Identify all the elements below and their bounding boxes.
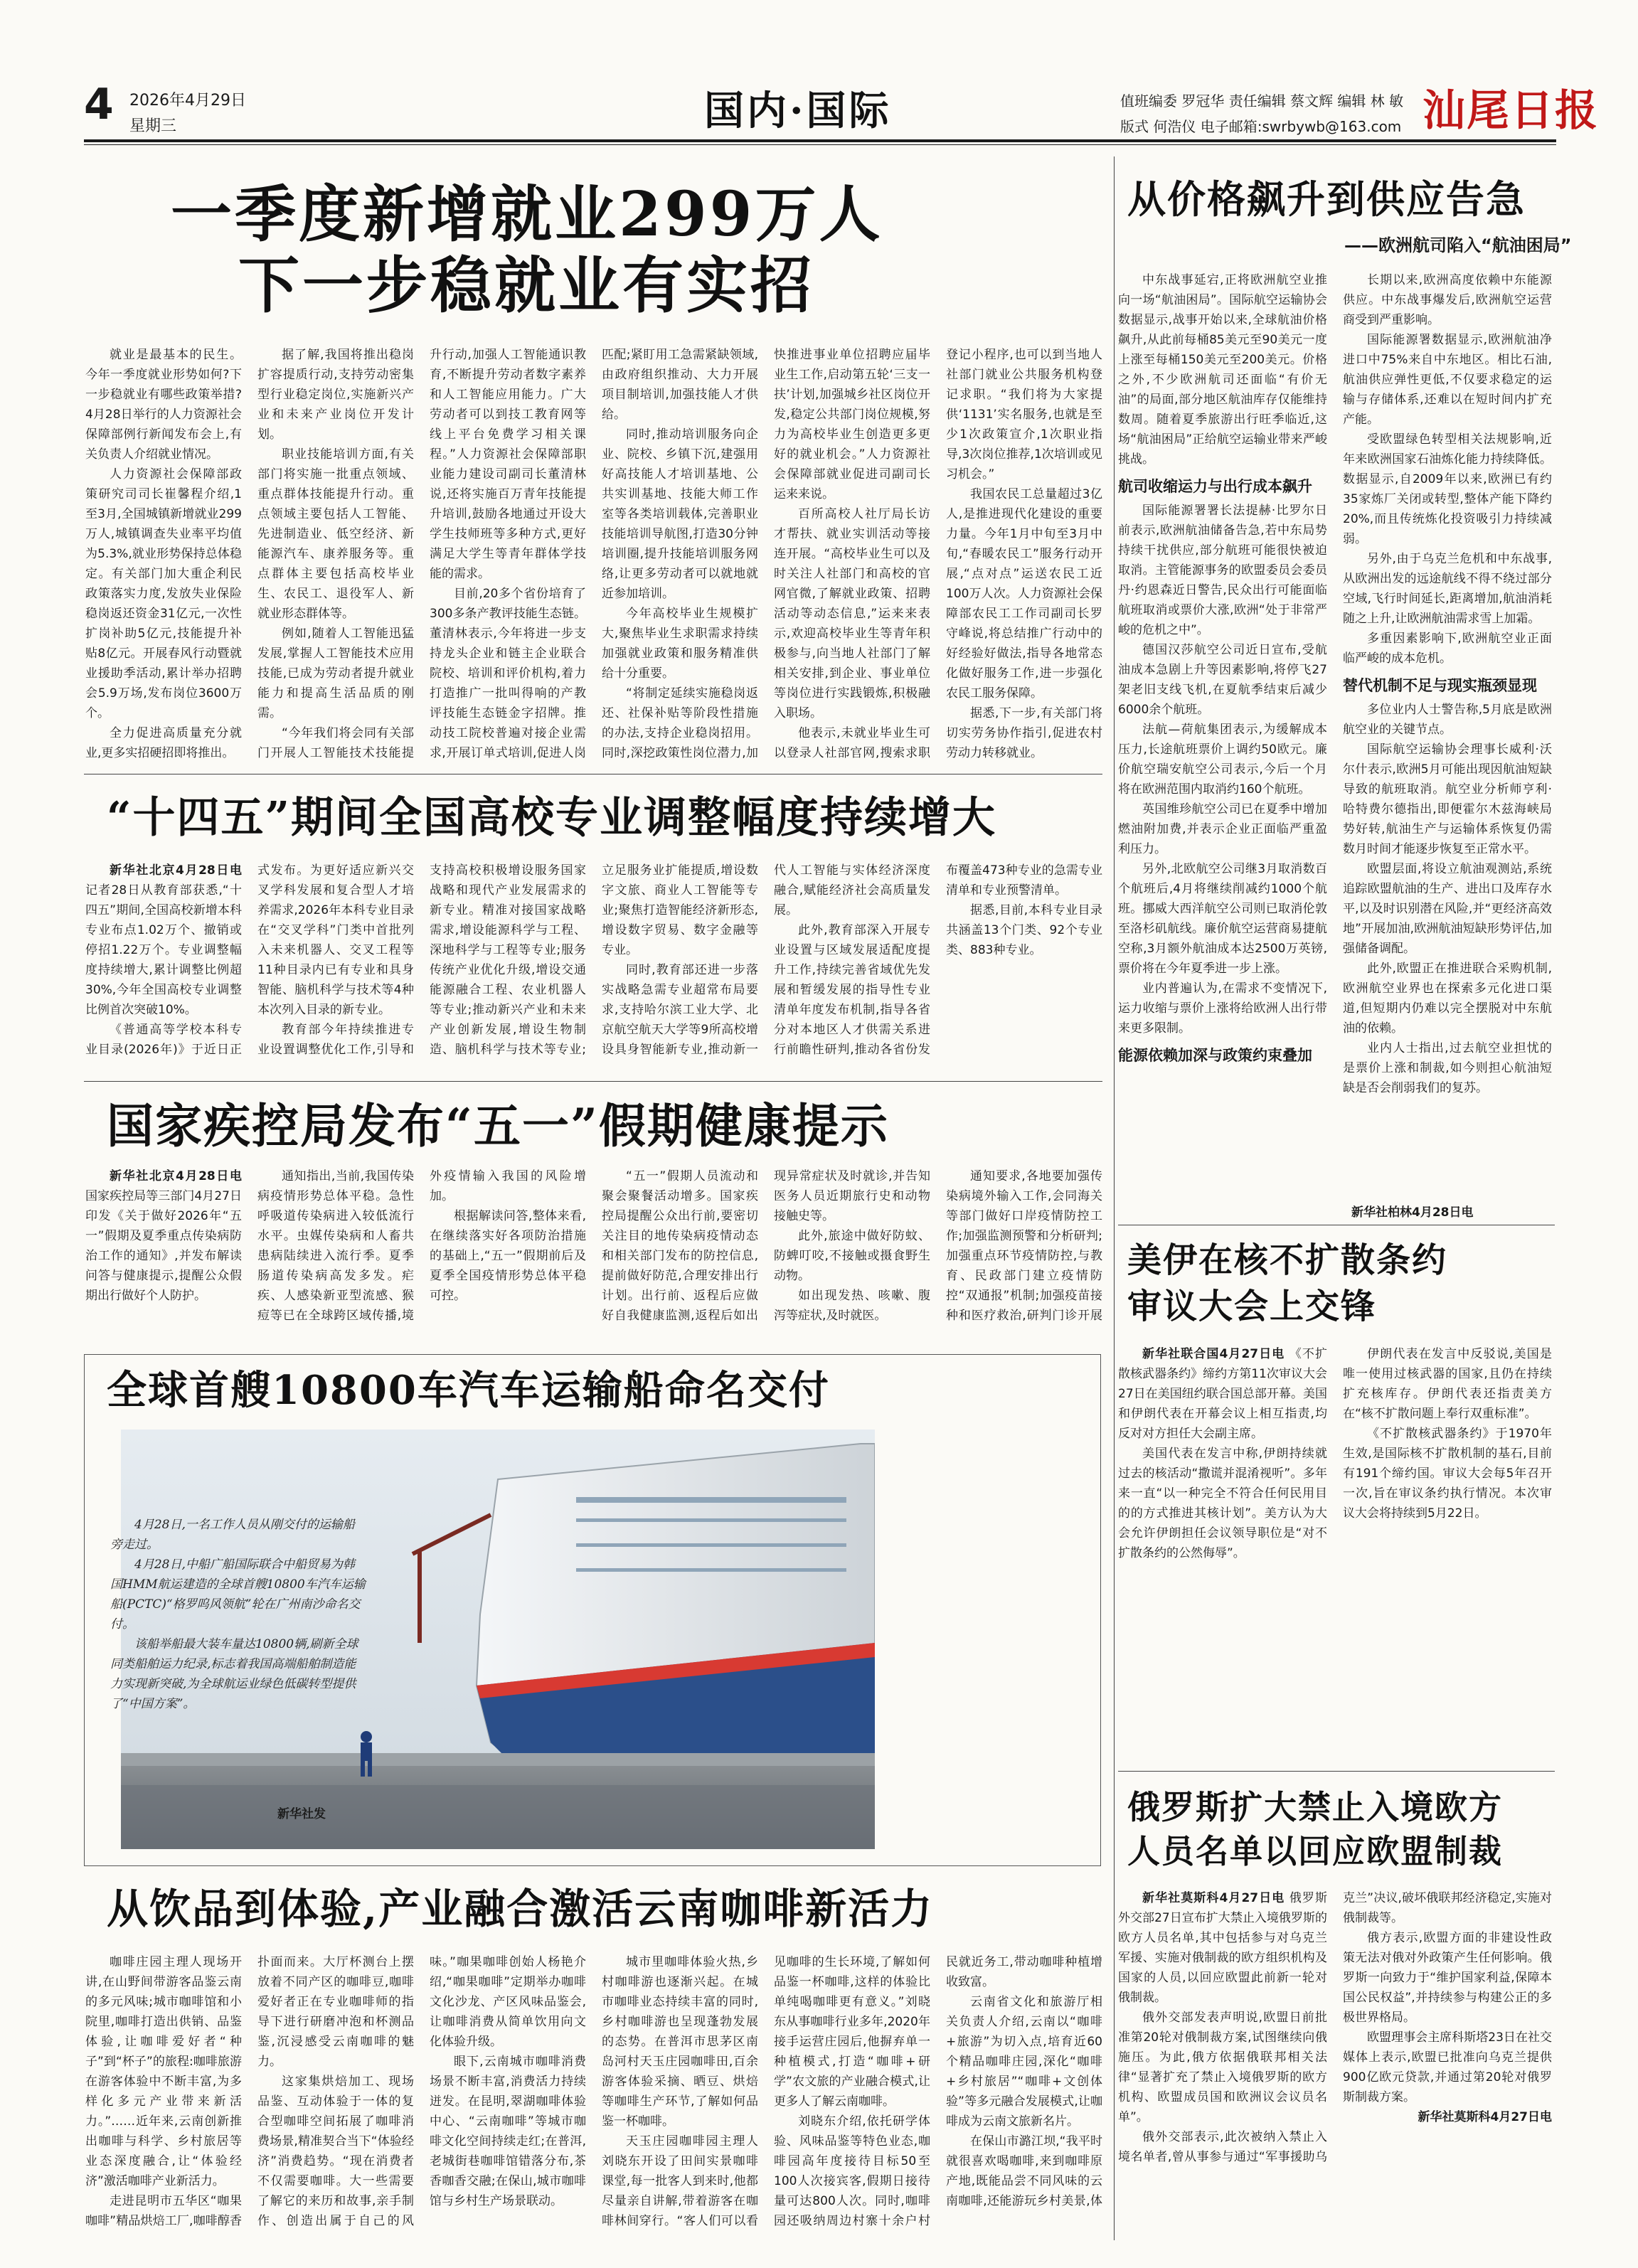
paragraph: 眼下,云南城市咖啡消费场景不断丰富,消费活力持续迸发。在昆明,翠湖咖啡体验中心、“云南咖啡”等城市咖啡文化空间持续走红;在普洱,老城街巷咖啡馆错落分布,茶香咖香交融;在保山,城市咖啡馆与乡村生产场景联动。 [430,2055,586,2208]
paragraph: 百所高校人社厅局长访才帮扶、就业实训活动等接连开展。“高校毕业生可以及时关注人社部门和高校的官网官微,了解就业政策、招聘活动等动态信息,”运来来表示,欢迎高校毕业生等青年积极参与,向当地人社部门了解相关安排,到企业、事业单位等岗位进行实践锻炼,积极融入职场。 [774,507,930,720]
paragraph: 俄方表示,欧盟方面的非建设性政策无法对俄对外政策产生任何影响。俄罗斯一向致力于“维护国家利益,保障本国公民权益”,并持续参与构建公正的多极世界格局。 [1343,1931,1552,2025]
paragraph: 《不扩散核武器条约》缔约方第11次审议大会27日在美国纽约联合国总部开幕。美国和伊朗代表在开幕会议上相互指责,均反对对方担任大会副主席。 [1118,1347,1327,1441]
headline-russia-1: 俄罗斯扩大禁止入境欧方 [1127,1788,1503,1826]
issue-weekday: 星期三 [129,117,177,135]
paragraph: 另外,北欧航空公司继3月取消数百个航班后,4月将继续削减约1000个航班。挪威大西洋航空公司则已取消伦敦至洛杉矶航线。廉价航空运营商易捷航空称,3月额外航油成本达2500万英镑,票价将在今年夏季进一步上涨。 [1118,862,1327,976]
paragraph: 多重因素影响下,欧洲航空业正面临严峻的成本危机。 [1343,632,1552,666]
article-npt-body [1118,1344,1552,1764]
article-jobs-body [85,345,1102,765]
paragraph: 据了解,我国将推出稳岗扩容提质行动,支持劳动密集型行业稳定岗位,实施新兴产业和未来产业岗位开发计划。 [257,348,414,442]
paragraph: 此外,欧盟正在推进联合采购机制,欧洲航空业界也在探索多元化进口渠道,但短期内仍难以完全摆脱对中东航油的依赖。 [1343,962,1552,1035]
paragraph: 天玉庄园咖啡园主理人刘晓东开设了田间实景咖啡课堂,每一批客人到来时,他都尽量亲自讲解,带着游客在咖啡林间穿行。“客人们可以看见咖啡的生长环境,了解如何品鉴一杯咖啡,这样的体验比单纯喝咖啡更有意义。”刘晓东从事咖啡行业多年,2020年接手运营庄园后,他摒弃单一种植模式,打造“咖啡+研学”农文旅的产业融合模式,让更多人了解云南咖啡。 [602,1955,930,2228]
headline-jobs-1: 一季度新增就业299万人 [171,179,883,250]
dateline-lead: 新华社联合国4月27日电 [1142,1347,1285,1361]
dateline: 新华社莫斯科4月27日电 [1418,2110,1552,2124]
paragraph: 国际能源署数据显示,欧洲航油净进口中75%来自中东地区。相比石油,航油供应弹性更低,不仅要求稳定的运输与存储体系,还难以在短时间内扩充产能。 [1343,333,1552,427]
paragraph: 记者28日从教育部获悉,“十四五”期间,全国高校新增本科专业布点1.02万个、撤销或停招1.22万个。专业调整幅度持续增大,累计调整比例超30%,今年全国高校专业调整比例首次突破10%。 [85,883,242,1017]
headline-npt-2: 审议大会上交锋 [1127,1287,1377,1326]
paragraph: “将制定延续实施稳岗返还、社保补贴等阶段性措施的办法,支持企业稳岗招用。同时,深挖政策性岗位潜力,加快推进事业单位招聘应届毕业生工作,启动第五轮‘三支一扶’计划,加强城乡社区岗位开发,稳定公共部门岗位规模,努力为高校毕业生创造更多更好的就业机会。”人力资源社会保障部就业促进司副司长运来来说。 [602,348,930,760]
paragraph: 人力资源社会保障部政策研究司司长崔馨程介绍,1至3月,全国城镇新增就业299万人,城镇调查失业率平均值为5.3%,就业形势保持总体稳定。有关部门加大重企利民政策落实力度,发放失业保险稳岗返还资金31亿元,一次性扩岗补助5亿元,技能提升补贴8亿元。开展春风行动暨就业援助季活动,累计举办招聘会5.9万场,发布岗位3600万个。 [85,467,242,720]
paragraph: 全力促进高质量充分就业,更多实招硬招即将推出。 [85,726,242,760]
paragraph: 此外,旅途中做好防蚊、防蜱叮咬,不接触或摄食野生动物。 [774,1229,930,1283]
paragraph: 俄外交部发表声明说,欧盟日前批准第20轮对俄制裁方案,试图继续向俄施压。为此,俄方依据俄联邦相关法律“显著扩充了禁止入境俄罗斯的欧方机构、欧盟成员国和欧洲议会议员名单”。 [1118,2011,1327,2124]
caption-line: 4月28日,中船广船国际联合中船贸易为韩国HMM航运建造的全球首艘10800车汽车运输船(PCTC)“格罗呜风领航”轮在广州南沙命名交付。 [110,1558,366,1631]
article-coffee-body [85,1952,1102,2237]
editor-credits [1120,88,1405,139]
paragraph: 例如,随着人工智能迅猛发展,掌握人工智能技术应用技能,已成为劳动者提升就业能力和提高生活品质的刚需。 [257,627,414,720]
paragraph: 多位业内人士警告称,5月底是欧洲航空业的关键节点。 [1343,703,1552,737]
paragraph: 咖啡庄园主理人现场开讲,在山野间带游客品鉴云南的多元风味;城市咖啡馆和小院里,咖啡打造出供销、品鉴体验,让咖啡爱好者“种子”到“杯子”的旅程:咖啡旅游在游客体验中不断丰富,为多样化多元产业带来新活力。”……近年来,云南创新推出咖啡与科学、乡村旅居等业态深度融合,让“体验经济”激活咖啡产业新活力。 [85,1955,242,2188]
paragraph: 据悉,目前,本科专业目录共涵盖13个门类、92个专业类、883种专业。 [946,903,1102,957]
paragraph: 伊朗代表在发言中反驳说,美国是唯一使用过核武器的国家,且仍在持续扩充核库存。伊朗代表还指责美方在“核不扩散问题上奉行双重标准”。 [1343,1347,1552,1421]
paragraph: 业内人士指出,过去航空业担忧的是票价上涨和制裁,如今则担心航油短缺是否会削弱我们的复苏。 [1343,1041,1552,1095]
paragraph: 国家疾控局等三部门4月27日印发《关于做好2026年“五一”假期及夏季重点传染病防治工作的通知》,并发布解读问答与健康提示,提醒公众假期出行做好个人防护。 [85,1189,242,1303]
credits-line-1: 值班编委 罗冠华 责任编辑 蔡文辉 编辑 林 敏 [1120,92,1404,110]
paragraph: 城市里咖啡体验火热,乡村咖啡游也逐渐兴起。在城市咖啡业态持续丰富的同时,乡村咖啡游也呈现蓬勃发展的态势。在普洱市思茅区南岛河村天玉庄园咖啡田,百余游客体验采摘、晒豆、烘焙等咖啡生产环节,了解如何品鉴一杯咖啡。 [602,1955,758,2129]
paragraph: 英国维珍航空公司已在夏季中增加燃油附加费,并表示企业正面临严重盈利压力。 [1118,802,1327,856]
caption-line: 该船举船最大装车量达10800辆,刷新全球同类船舶运力纪录,标志着我国高端船舶制造能力实现新突破,为全球航运业绿色低碳转型提供了“中国方案”。 [110,1637,358,1711]
paragraph: 云南省文化和旅游厅相关负责人介绍,云南以“咖啡+旅游”为切入点,培育近60个精品咖啡庄园,深化“咖啡+乡村旅居”“咖啡+文创体验”等多元融合发展模式,让咖啡成为云南文旅新名片。 [946,1995,1102,2129]
headline-aviation: 从价格飙升到供应告急 [1127,176,1526,222]
issue-date: 2026年4月29日 [129,92,246,110]
article-aviation-body [1118,270,1552,1209]
article-majors-body [85,861,1102,1074]
paragraph: 长期以来,欧洲高度依赖中东能源供应。中东战事爆发后,欧洲航空运营商受到严重影响。 [1343,273,1552,327]
paragraph: 美国代表在发言中称,伊朗持续就过去的核活动“撒谎并混淆视听”。多年来一直“以一种完全不符合任何民用目的的方式推进其核计划”。美方认为大会允许伊朗担任会议领导职位是“对不扩散条约的公然侮辱”。 [1118,1447,1327,1560]
dateline: 新华社柏林4月28日电 [1351,1205,1474,1220]
paragraph: 同时,推动培训服务向企业、院校、乡镇下沉,建强用好高技能人才培训基地、公共实训基地、技能大师工作室等各类培训载体,完善职业技能培训导航图,打造30分钟培训圈,提升技能培训服务网络,让更多劳动者可以就地就近参加培训。 [602,427,758,601]
page-number: 4 [84,80,114,129]
paragraph: 德国汉莎航空公司近日宣布,受航油成本急剧上升等因素影响,将停飞27架老旧支线飞机,在夏航季结束后减少6000余个航班。 [1118,643,1327,717]
paragraph: 我国农民工总量超过3亿人,是推进现代化建设的重要力量。今年1月中旬至3月中旬,“春暖农民工”服务行动开展,“点对点”运送农民工近100万人次。人力资源社会保障部农民工工作司副司长罗守峰说,将总结推广行动中的好经验好做法,指导各地常态化做好服务工作,进一步强化农民工服务保障。 [946,487,1102,701]
paragraph: 《普通高等学校本科专业目录(2026年)》于近日正式发布。为更好适应新兴交叉学科发展和复合型人才培养需求,2026年本科专业目录在“交叉学科”门类中首批列入未来机器人、交叉工程等11种目录内已有专业和具身智能、脑机科学与技术等4种本次列入目录的新专业。 [85,863,414,1057]
paragraph: 欧盟理事会主席科斯塔23日在社交媒体上表示,欧盟已批准向乌克兰提供900亿欧元贷款,并通过第20轮对俄罗斯制裁方案。 [1343,2030,1552,2104]
headline-majors: “十四五”期间全国高校专业调整幅度持续增大 [107,793,997,843]
dateline-lead: 新华社北京4月28日电 [110,863,242,878]
paragraph: 法航—荷航集团表示,为缓解成本压力,长途航班票价上调约50欧元。廉价航空瑞安航空公司表示,今后一个月将在欧洲范围内取消约160个航班。 [1118,723,1327,797]
paragraph: 中东战事延宕,正将欧洲航空业推向一场“航油困局”。国际航空运输协会数据显示,战事开始以来,全球航油价格飙升,从此前每桶85美元至90美元一度上涨至每桶150美元至200美元。价格之外,不少欧洲航司还面临“有价无油”的局面,部分地区航油库存仅能维持数周。随着夏季旅游出行旺季临近,这场“航油困局”正给航空运输业带来严峻挑战。 [1118,273,1327,467]
header-rule-thin [84,144,1556,145]
rule [1118,1771,1555,1772]
paragraph: 教育部今年持续推进专业设置调整优化工作,引导和支持高校积极增设服务国家战略和现代产业发展需求的新专业。精准对接国家战略需求,增设能源科学与工程、深地科学与工程等专业;服务传统产业优化升级,增设交通能源融合工程、农业机器人等专业;推动新兴产业和未来产业创新发展,增设生物制造、脑机科学与技术等专业;立足服务业扩能提质,增设数字文旅、商业人工智能等专业;聚焦打造智能经济新形态,增设数字贸易、数字金融等专业。 [257,863,758,1057]
headline-jobs-2: 下一步稳就业有实招 [238,250,814,321]
paragraph: 根据解读问答,整体来看,在继续落实好各项防治措施的基础上,“五一”假期前后及夏季全国疫情形势总体平稳可控。 [430,1209,586,1303]
paragraph: 职业技能培训方面,有关部门将实施一批重点领域、重点群体技能提升行动。重点领域主要包括人工智能、先进制造业、低空经济、新能源汽车、康养服务等。重点群体主要包括高校毕业生、农民工、退役军人、新就业形态群体等。 [257,447,414,621]
paragraph: 另外,由于乌克兰危机和中东战事,从欧洲出发的远途航线不得不绕过部分空域,飞行时间延长,距离增加,航油消耗随之上升,让欧洲航油需求雪上加霜。 [1343,552,1552,626]
section-heading: 航司收缩运力与出行成本飙升 [1118,478,1312,495]
paragraph: 据悉,下一步,有关部门将切实劳务协作指引,促进农村劳动力转移就业。 [946,706,1102,760]
column-divider [1114,156,1115,2240]
paragraph: 欧盟层面,将设立航油观测站,系统追踪欧盟航油的生产、进出口及库存水平,以及时识别潜在风险,并“更经济高效地”开展加油,欧洲航油短缺形势评估,加强储备调配。 [1343,862,1552,956]
paragraph: “今年我们将会同有关部门开展人工智能技术技能提升行动,加强人工智能通识教育,不断提升劳动者数字素养和人工智能应用能力。广大劳动者可以到技工教育网等线上平台免费学习相关课程。”人力资源社会保障部职业能力建设司副司长董清林说,还将实施百万青年技能提升培训,鼓励各地通过开设大学生技师班等多种方式,更好满足大学生等青年群体学技能的需求。 [257,348,586,760]
photo-caption [110,1515,366,1714]
article-health-body [85,1166,1102,1344]
paragraph: 国际航空运输协会理事长威利·沃尔什表示,欧洲5月可能出现因航油短缺导致的航班取消。航空业分析师亨利·哈特费尔德指出,即便霍尔木兹海峡局势好转,航油生产与运输体系恢复仍需数月时间才能逐步恢复至正常水平。 [1343,742,1552,856]
subheadline-aviation: ——欧洲航司陷入“航油困局” [1344,235,1572,255]
paragraph: 在保山市潞江坝,“我平时就很喜欢喝咖啡,来到咖啡原产地,既能品尝不同风味的云南咖啡,还能游玩乡村美景,体 [946,2134,1102,2208]
paragraph: 业内普遍认为,在需求不变情况下,运力收缩与票价上涨将给欧洲人出行带来更多限制。 [1118,981,1327,1035]
paragraph: “五一”假期人员流动和聚会聚餐活动增多。国家疾控局提醒公众出行前,要密切关注目的地传染病疫情动态和相关部门发布的防控信息,提前做好防范,合理安排出行计划。出行前、返程后应做好自我健康监测,返程后如出现异常症状及时就诊,并告知医务人员近期旅行史和动物接触史等。 [602,1169,930,1323]
headline-npt-1: 美伊在核不扩散条约 [1127,1240,1448,1280]
section-heading: 替代机制不足与现实瓶颈显现 [1343,677,1537,694]
paragraph: 通知指出,当前,我国传染病疫情形势总体平稳。急性呼吸道传染病进入较低流行水平。虫媒传染病和人畜共患病陆续进入流行季。夏季肠道传染病高发多发。疟疾、人感染新亚型流感、猴痘等已在全球跨区域传播,境外疫情输入我国的风险增加。 [257,1169,586,1323]
headline-coffee: 从饮品到体验,产业融合激活云南咖啡新活力 [107,1885,934,1933]
paragraph: 受欧盟绿色转型相关法规影响,近年来欧洲国家石油炼化能力持续降低。数据显示,自2009年以来,欧洲已有约35家炼厂关闭或转型,整体产能下降约20%,而且传统炼化投资吸引力持续减弱。 [1343,432,1552,546]
paragraph: 俄外交部表示,此次被纳入禁止入境名单者,曾从事参与通过“军事援助乌克兰”决议,破坏俄联邦经济稳定,实施对俄制裁等。 [1118,1891,1552,2164]
photo-credit: 新华社发 [277,1807,326,1821]
paragraph: 他表示,未就业毕业生可以登录人社部官网,搜索求职登记小程序,也可以到当地人社部门就业公共服务机构登记求职。“我们将为大家提供‘1131’实名服务,也就是至少1次政策宣介,1次职业指导,3次岗位推荐,1次培训或见习机会。” [774,348,1102,760]
dateline-lead: 新华社莫斯科4月27日电 [1142,1891,1285,1905]
paragraph: 同时,教育部还进一步落实战略急需专业超常布局要求,支持哈尔滨工业大学、北京航空航天大学等9所高校增设具身智能新专业,推动新一代人工智能与实体经济深度融合,赋能经济社会高质量发展。 [602,863,930,1057]
dateline-lead: 新华社北京4月28日电 [110,1169,242,1183]
caption-line: 4月28日,一名工作人员从刚交付的运输船旁走过。 [110,1518,355,1552]
headline-russia-2: 人员名单以回应欧盟制裁 [1127,1832,1503,1870]
paragraph: 如出现发热、咳嗽、腹泻等症状,及时就医。 [774,1289,930,1323]
paragraph: 这家集烘焙加工、现场品鉴、互动体验于一体的复合型咖啡空间拓展了咖啡消费场景,精准契合当下“体验经济”消费趋势。“现在消费者不仅需要咖啡。大一些需要了解它的来历和故事,亲手制作、创造出属于自己的风味。”咖果咖啡创始人杨艳介绍,“咖果咖啡”定期举办咖啡文化沙龙、产区风味品鉴会,让咖啡消费从简单饮用向文化体验升级。 [257,1955,586,2228]
article-russia-body [1118,1888,1552,2230]
paragraph: 国际能源署署长法提赫·比罗尔日前表示,欧洲航油储备告急,若中东局势持续干扰供应,部分航班可能很快被迫取消。主管能源事务的欧盟委员会委员丹·约恩森近日警告,民众出行可能面临航班取消或票价大涨,欧洲“处于非常严峻的危机之中”。 [1118,504,1327,637]
credits-line-2: 版式 何浩仪 电子邮箱:swrbywb@163.com [1120,118,1402,135]
section-title: 国内·国际 [704,87,892,134]
paragraph: 俄罗斯外交部27日宣布扩大禁止入境俄罗斯的欧方人员名单,其中包括参与对乌克兰军援、实施对俄制裁的欧方组织机构及国家的人员,以回应欧盟此前新一轮对俄制裁。 [1118,1891,1327,2005]
rule [84,1081,1102,1082]
header-rule [84,139,1556,142]
paragraph: 就业是最基本的民生。今年一季度就业形势如何?下一步稳就业有哪些政策举措?4月28日举行的人力资源社会保障部例行新闻发布会上,有关负责人介绍就业情况。 [85,348,242,462]
newspaper-logo: 汕尾日报 [1422,86,1599,136]
page-header [0,0,1638,146]
headline-ship: 全球首艘10800车汽车运输船命名交付 [107,1367,830,1414]
paragraph: 此外,教育部深入开展专业设置与区域发展适配度提升工作,持续完善省域优先发展和暂缓发展的指导性专业清单年度发布机制,指导各省分对本地区人才供需关系进行前瞻性研判,推动各省份发布覆盖473种专业的急需专业清单和专业预警清单。 [774,863,1102,1057]
paragraph: 走进昆明市五华区“咖果咖啡”精品烘焙工厂,咖啡醇香扑面而来。大厅杯测台上摆放着不同产区的咖啡豆,咖啡爱好者正在专业咖啡师的指导下进行研磨冲泡和杯测品鉴,沉浸感受云南咖啡的魅力。 [85,1955,414,2228]
paragraph: 目前,20多个省份培育了300多条产教评技能生态链。董清林表示,今年将进一步支持龙头企业和链主企业联合院校、培训和评价机构,着力打造推广一批叫得响的产教评技能生态链金字招牌。推动技工院校普遍对接企业需求,开展订单式培训,促进人岗匹配;紧盯用工急需紧缺领域,由政府组织推动、大力开展项目制培训,加强技能人才供给。 [430,348,758,760]
paragraph: 刘晓东介绍,依托研学体验、风味品鉴等特色业态,咖啡园高年度接待目标50至100人次接宾客,假期日接待量可达800人次。同时,咖啡园还吸纳周边村寨十余户村民就近务工,带动咖啡种植增收致富。 [774,1955,1102,2228]
paragraph: 《不扩散核武器条约》于1970年生效,是国际核不扩散机制的基石,目前有191个缔约国。审议大会每5年召开一次,旨在审议条约执行情况。本次审议大会将持续到5月22日。 [1343,1427,1552,1521]
paragraph: 今年高校毕业生规模扩大,聚焦毕业生求职需求持续加强就业政策和服务精准供给十分重要。 [602,607,758,681]
headline-health: 国家疾控局发布“五一”假期健康提示 [107,1098,889,1154]
section-heading: 能源依赖加深与政策约束叠加 [1118,1047,1312,1064]
paragraph: 通知要求,各地要加强传染病境外输入工作,会同海关等部门做好口岸疫情防控工作;加强监测预警和分析研判;加强重点环节疫情防控,与教育、民政部门建立疫情防控“双通报”机制;加强疫苗接种和医疗救治,研判门诊开展 [946,1169,1102,1323]
